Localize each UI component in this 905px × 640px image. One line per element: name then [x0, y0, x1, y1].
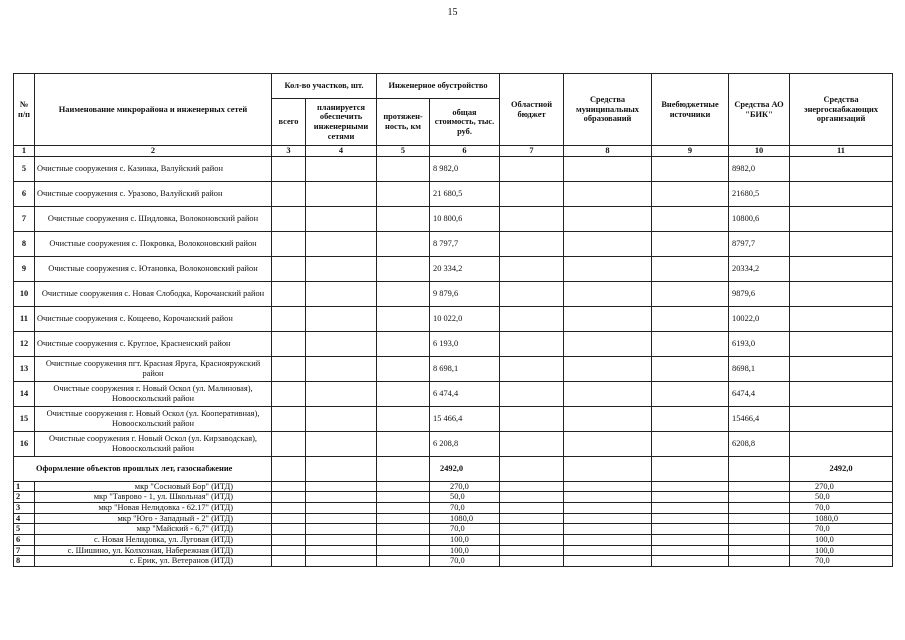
offbudget-cell: [652, 524, 729, 535]
offbudget-cell: [652, 256, 729, 281]
row-name: Очистные сооружения с. Круглое, Красненский район: [35, 331, 272, 356]
cost-cell: 6 193,0: [430, 331, 500, 356]
row-number: 11: [14, 306, 35, 331]
bik-cell: 8982,0: [729, 156, 790, 181]
cost-cell: 70,0: [430, 556, 500, 567]
cost-cell: 20 334,2: [430, 256, 500, 281]
municipal-cell: [564, 206, 652, 231]
regional-cell: [500, 534, 564, 545]
column-number: 3: [272, 146, 306, 157]
plots-total-cell: [272, 381, 306, 406]
header-plots-total: всего: [272, 99, 306, 146]
energy-cell: [790, 256, 893, 281]
plots-total-cell: [272, 256, 306, 281]
plots-total-cell: [272, 231, 306, 256]
cost-cell: 70,0: [430, 502, 500, 513]
length-cell: [377, 545, 430, 556]
plots-planned-cell: [306, 456, 377, 481]
bik-cell: 9879,6: [729, 281, 790, 306]
offbudget-cell: [652, 206, 729, 231]
municipal-cell: [564, 231, 652, 256]
row-name: Очистные сооружения с. Уразово, Валуйский район: [35, 181, 272, 206]
energy-cell: 270,0: [790, 481, 893, 492]
regional-cell: [500, 181, 564, 206]
column-number-row: [14, 146, 893, 157]
regional-cell: [500, 356, 564, 381]
length-cell: [377, 406, 430, 431]
length-cell: [377, 356, 430, 381]
row-number: 13: [14, 356, 35, 381]
row-number: 14: [14, 381, 35, 406]
regional-cell: [500, 306, 564, 331]
regional-cell: [500, 256, 564, 281]
offbudget-cell: [652, 381, 729, 406]
bik-cell: [729, 524, 790, 535]
regional-cell: [500, 513, 564, 524]
bik-cell: [729, 545, 790, 556]
row-name: Очистные сооружения г. Новый Оскол (ул. Кирзаводская), Новооскольский район: [35, 431, 272, 456]
plots-planned-cell: [306, 524, 377, 535]
offbudget-cell: [652, 406, 729, 431]
cost-cell: 15 466,4: [430, 406, 500, 431]
plots-total-cell: [272, 156, 306, 181]
row-name: Очистные сооружения с. Покровка, Волоконовский район: [35, 231, 272, 256]
offbudget-cell: [652, 156, 729, 181]
column-number: 6: [430, 146, 500, 157]
cost-cell: 10 800,6: [430, 206, 500, 231]
energy-cell: [790, 356, 893, 381]
table-body: [14, 146, 893, 567]
energy-cell: 50,0: [790, 492, 893, 503]
plots-total-cell: [272, 206, 306, 231]
bik-cell: [729, 513, 790, 524]
municipal-cell: [564, 181, 652, 206]
municipal-cell: [564, 356, 652, 381]
offbudget-cell: [652, 306, 729, 331]
bik-cell: 20334,2: [729, 256, 790, 281]
row-number: 8: [14, 556, 35, 567]
regional-cell: [500, 524, 564, 535]
length-cell: [377, 156, 430, 181]
gas-row: [14, 534, 893, 545]
cost-cell: 70,0: [430, 524, 500, 535]
table-row: [14, 306, 893, 331]
plots-planned-cell: [306, 356, 377, 381]
plots-total-cell: [272, 502, 306, 513]
energy-cell: 70,0: [790, 524, 893, 535]
municipal-cell: [564, 481, 652, 492]
municipal-cell: [564, 492, 652, 503]
energy-cell: [790, 281, 893, 306]
row-number: 7: [14, 206, 35, 231]
cost-cell: 8 698,1: [430, 356, 500, 381]
cost-cell: 6 474,4: [430, 381, 500, 406]
regional-cell: [500, 331, 564, 356]
plots-planned-cell: [306, 331, 377, 356]
offbudget-cell: [652, 181, 729, 206]
regional-cell: [500, 456, 564, 481]
table-row: [14, 256, 893, 281]
plots-total-cell: [272, 306, 306, 331]
plots-total-cell: [272, 524, 306, 535]
energy-cell: [790, 431, 893, 456]
municipal-cell: [564, 256, 652, 281]
cost-cell: 6 208,8: [430, 431, 500, 456]
plots-total-cell: [272, 556, 306, 567]
plots-total-cell: [272, 181, 306, 206]
length-cell: [377, 481, 430, 492]
cost-cell: 50,0: [430, 492, 500, 503]
plots-planned-cell: [306, 492, 377, 503]
energy-cell: [790, 156, 893, 181]
bik-cell: [729, 456, 790, 481]
section-row: [14, 456, 893, 481]
plots-planned-cell: [306, 513, 377, 524]
bik-cell: 10022,0: [729, 306, 790, 331]
regional-cell: [500, 431, 564, 456]
energy-cell: 100,0: [790, 545, 893, 556]
length-cell: [377, 534, 430, 545]
municipal-cell: [564, 545, 652, 556]
length-cell: [377, 381, 430, 406]
row-number: 7: [14, 545, 35, 556]
offbudget-cell: [652, 502, 729, 513]
header-infra-cost: общая стоимость, тыс. руб.: [430, 99, 500, 146]
offbudget-cell: [652, 456, 729, 481]
row-name: Очистные сооружения пгт. Красная Яруга, Краснояружский район: [35, 356, 272, 381]
municipal-cell: [564, 456, 652, 481]
energy-cell: [790, 231, 893, 256]
row-number: 6: [14, 181, 35, 206]
energy-cell: [790, 406, 893, 431]
length-cell: [377, 331, 430, 356]
municipal-cell: [564, 406, 652, 431]
table-row: [14, 406, 893, 431]
regional-cell: [500, 481, 564, 492]
regional-cell: [500, 231, 564, 256]
plots-total-cell: [272, 513, 306, 524]
plots-total-cell: [272, 481, 306, 492]
plots-planned-cell: [306, 281, 377, 306]
offbudget-cell: [652, 534, 729, 545]
cost-cell: 100,0: [430, 534, 500, 545]
table-row: [14, 206, 893, 231]
row-name: Очистные сооружения г. Новый Оскол (ул. Малиновая), Новооскольский район: [35, 381, 272, 406]
plots-planned-cell: [306, 306, 377, 331]
column-number: 8: [564, 146, 652, 157]
row-number: 3: [14, 502, 35, 513]
regional-cell: [500, 381, 564, 406]
bik-cell: 15466,4: [729, 406, 790, 431]
energy-cell: [790, 206, 893, 231]
table-header: [14, 74, 893, 146]
energy-cell: 70,0: [790, 556, 893, 567]
row-name: Очистные сооружения с. Казинка, Валуйский район: [35, 156, 272, 181]
bik-cell: [729, 502, 790, 513]
offbudget-cell: [652, 556, 729, 567]
gas-row: [14, 502, 893, 513]
gas-row: [14, 513, 893, 524]
table-row: [14, 356, 893, 381]
offbudget-cell: [652, 356, 729, 381]
bik-cell: [729, 481, 790, 492]
row-name: мкр "Новая Нелидовка - 62.17" (ИТД): [35, 502, 272, 513]
cost-cell: 270,0: [430, 481, 500, 492]
municipal-cell: [564, 381, 652, 406]
offbudget-cell: [652, 481, 729, 492]
table-row: [14, 281, 893, 306]
municipal-cell: [564, 556, 652, 567]
length-cell: [377, 256, 430, 281]
column-number: 5: [377, 146, 430, 157]
row-name: с. Ерик, ул. Ветеранов (ИТД): [35, 556, 272, 567]
row-name: мкр "Сосновый Бор" (ИТД): [35, 481, 272, 492]
cost-cell: 8 797,7: [430, 231, 500, 256]
bik-cell: [729, 556, 790, 567]
plots-total-cell: [272, 492, 306, 503]
plots-total-cell: [272, 281, 306, 306]
length-cell: [377, 524, 430, 535]
offbudget-cell: [652, 331, 729, 356]
bik-cell: 10800,6: [729, 206, 790, 231]
column-number: 7: [500, 146, 564, 157]
header-offbudget: Внебюджетные источники: [652, 74, 729, 146]
row-number: 12: [14, 331, 35, 356]
plots-planned-cell: [306, 256, 377, 281]
table-row: [14, 231, 893, 256]
municipal-cell: [564, 306, 652, 331]
municipal-cell: [564, 331, 652, 356]
plots-total-cell: [272, 356, 306, 381]
plots-planned-cell: [306, 156, 377, 181]
row-number: 6: [14, 534, 35, 545]
table-row: [14, 331, 893, 356]
row-name: Очистные сооружения с. Шидловка, Волоконовский район: [35, 206, 272, 231]
row-number: 5: [14, 524, 35, 535]
plots-total-cell: [272, 545, 306, 556]
row-number: 5: [14, 156, 35, 181]
offbudget-cell: [652, 492, 729, 503]
length-cell: [377, 281, 430, 306]
energy-cell: 70,0: [790, 502, 893, 513]
gas-row: [14, 545, 893, 556]
row-name: Очистные сооружения с. Кощеево, Корочанский район: [35, 306, 272, 331]
section-cost: 2492,0: [430, 456, 500, 481]
row-number: 8: [14, 231, 35, 256]
municipal-cell: [564, 534, 652, 545]
cost-cell: 1080,0: [430, 513, 500, 524]
budget-table: [13, 73, 893, 567]
length-cell: [377, 181, 430, 206]
energy-cell: 100,0: [790, 534, 893, 545]
row-name: мкр "Юго - Западный - 2" (ИТД): [35, 513, 272, 524]
regional-cell: [500, 492, 564, 503]
municipal-cell: [564, 524, 652, 535]
header-energy: Средства энергоснабжающих организаций: [790, 74, 893, 146]
table-row: [14, 156, 893, 181]
offbudget-cell: [652, 431, 729, 456]
length-cell: [377, 456, 430, 481]
plots-planned-cell: [306, 481, 377, 492]
column-number: 4: [306, 146, 377, 157]
plots-total-cell: [272, 431, 306, 456]
plots-total-cell: [272, 534, 306, 545]
plots-total-cell: [272, 456, 306, 481]
column-number: 9: [652, 146, 729, 157]
bik-cell: 8698,1: [729, 356, 790, 381]
page-number: 15: [447, 7, 458, 18]
cost-cell: 9 879,6: [430, 281, 500, 306]
gas-row: [14, 481, 893, 492]
plots-planned-cell: [306, 534, 377, 545]
table-row: [14, 181, 893, 206]
length-cell: [377, 513, 430, 524]
header-name: Наименование микрорайона и инженерных сетей: [35, 74, 272, 146]
regional-cell: [500, 406, 564, 431]
column-number: 11: [790, 146, 893, 157]
plots-planned-cell: [306, 545, 377, 556]
plots-planned-cell: [306, 556, 377, 567]
regional-cell: [500, 556, 564, 567]
plots-total-cell: [272, 406, 306, 431]
plots-planned-cell: [306, 431, 377, 456]
gas-row: [14, 524, 893, 535]
row-name: с. Шишино, ул. Колхозная, Набережная (ИТД): [35, 545, 272, 556]
bik-cell: 21680,5: [729, 181, 790, 206]
table-row: [14, 381, 893, 406]
bik-cell: 6208,8: [729, 431, 790, 456]
gas-row: [14, 556, 893, 567]
length-cell: [377, 231, 430, 256]
length-cell: [377, 492, 430, 503]
length-cell: [377, 206, 430, 231]
cost-cell: 8 982,0: [430, 156, 500, 181]
regional-cell: [500, 206, 564, 231]
length-cell: [377, 431, 430, 456]
section-energy: 2492,0: [790, 456, 893, 481]
plots-planned-cell: [306, 502, 377, 513]
header-plots-group: Кол-во участков, шт.: [272, 74, 377, 99]
energy-cell: [790, 181, 893, 206]
row-name: мкр "Таврово - 1, ул. Школьная" (ИТД): [35, 492, 272, 503]
section-title: Оформление объектов прошлых лет, газоснабжение: [14, 456, 272, 481]
plots-total-cell: [272, 331, 306, 356]
bik-cell: [729, 492, 790, 503]
header-no: № п/п: [14, 74, 35, 146]
row-number: 15: [14, 406, 35, 431]
header-infra-group: Инженерное обустройство: [377, 74, 500, 99]
row-name: с. Новая Нелидовка, ул. Луговая (ИТД): [35, 534, 272, 545]
column-number: 10: [729, 146, 790, 157]
energy-cell: [790, 306, 893, 331]
header-regional: Областной бюджет: [500, 74, 564, 146]
length-cell: [377, 502, 430, 513]
offbudget-cell: [652, 281, 729, 306]
header-infra-length: протяжен-ность, км: [377, 99, 430, 146]
row-name: мкр "Майский - 6,7" (ИТД): [35, 524, 272, 535]
row-number: 2: [14, 492, 35, 503]
regional-cell: [500, 281, 564, 306]
plots-planned-cell: [306, 181, 377, 206]
bik-cell: 6193,0: [729, 331, 790, 356]
row-number: 9: [14, 256, 35, 281]
energy-cell: 1080,0: [790, 513, 893, 524]
table-row: [14, 431, 893, 456]
row-name: Очистные сооружения г. Новый Оскол (ул. Кооперативная), Новооскольский район: [35, 406, 272, 431]
column-number: 2: [35, 146, 272, 157]
gas-row: [14, 492, 893, 503]
plots-planned-cell: [306, 406, 377, 431]
length-cell: [377, 556, 430, 567]
row-number: 1: [14, 481, 35, 492]
municipal-cell: [564, 281, 652, 306]
municipal-cell: [564, 502, 652, 513]
cost-cell: 100,0: [430, 545, 500, 556]
plots-planned-cell: [306, 381, 377, 406]
offbudget-cell: [652, 545, 729, 556]
header-plots-planned: планируется обеспечить инженерными сетями: [306, 99, 377, 146]
municipal-cell: [564, 431, 652, 456]
plots-planned-cell: [306, 231, 377, 256]
cost-cell: 21 680,5: [430, 181, 500, 206]
row-number: 16: [14, 431, 35, 456]
energy-cell: [790, 381, 893, 406]
bik-cell: [729, 534, 790, 545]
offbudget-cell: [652, 513, 729, 524]
bik-cell: 6474,4: [729, 381, 790, 406]
regional-cell: [500, 502, 564, 513]
municipal-cell: [564, 513, 652, 524]
plots-planned-cell: [306, 206, 377, 231]
header-municipal: Средства муниципальных образований: [564, 74, 652, 146]
column-number: 1: [14, 146, 35, 157]
row-number: 4: [14, 513, 35, 524]
energy-cell: [790, 331, 893, 356]
regional-cell: [500, 156, 564, 181]
length-cell: [377, 306, 430, 331]
row-name: Очистные сооружения с. Новая Слободка, Корочанский район: [35, 281, 272, 306]
municipal-cell: [564, 156, 652, 181]
row-name: Очистные сооружения с. Ютановка, Волоконовский район: [35, 256, 272, 281]
header-bik: Средства АО "БИК": [729, 74, 790, 146]
regional-cell: [500, 545, 564, 556]
row-number: 10: [14, 281, 35, 306]
offbudget-cell: [652, 231, 729, 256]
cost-cell: 10 022,0: [430, 306, 500, 331]
bik-cell: 8797,7: [729, 231, 790, 256]
